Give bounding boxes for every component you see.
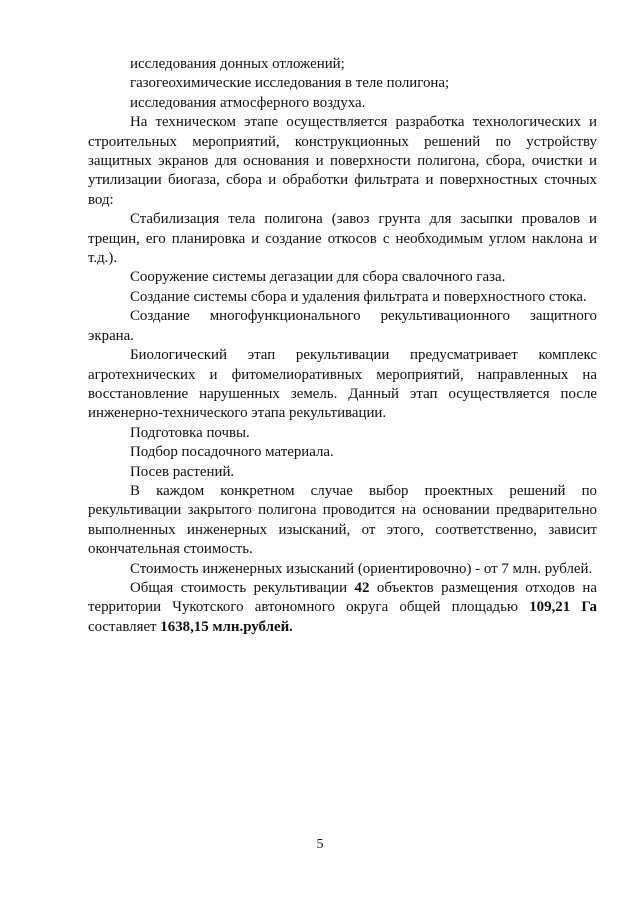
paragraph: газогеохимические исследования в теле полигона; [130,75,450,92]
paragraph: Биологический этап рекультивации предусматривает комплекс агротехнических и фитомелиоративных мероприятий, направленных на восстановление нарушенных земель. Данный этап осуществляется после инженерно-технического этапа рекультивации. [88,347,597,422]
summary-text: объектов размещения отходов на территории Чукотского автономного округа общей площадью [88,579,597,616]
paragraph: Сооружение системы дегазации для сбора свалочного газа. [130,269,506,286]
objects-count: 42 [354,579,370,596]
summary-paragraph [88,579,597,637]
summary-text: составляет [88,618,161,635]
paragraph: Создание системы сбора и удаления фильтрата и поверхностного стока. [130,288,587,305]
total-cost: 1638,15 млн.рублей. [160,618,293,635]
document-body [88,55,597,637]
paragraph: исследования атмосферного воздуха. [130,94,366,111]
total-area: 109,21 Га [529,599,597,616]
paragraph: Стоимость инженерных изысканий (ориентировочно) - от 7 млн. рублей. [130,560,593,577]
paragraph: На техническом этапе осуществляется разработка технологических и строительных мероприятий, конструкционных решений по устройству защитных экранов для основания и поверхности полигона, сбора, очистки и утилизации биогаза, сбора и обработки фильтрата и поверхностных сточных вод: [88,114,597,208]
paragraph: Стабилизация тела полигона (завоз грунта для засыпки провалов и трещин, его планировка и создание откосов с необходимым углом наклона и т.д.). [88,211,597,267]
paragraph: Создание многофункционального рекультивационного защитного экрана. [88,308,597,344]
page-number: 5 [316,837,324,852]
paragraph: В каждом конкретном случае выбор проектных решений по рекультивации закрытого полигона проводится на основании предварительно выполненных инженерных изысканий, от этого, соответственно, зависит окончательная стоимость. [88,482,597,558]
paragraph: Посев растений. [130,463,235,480]
paragraph: исследования донных отложений; [130,56,345,72]
paragraph: Подготовка почвы. [130,424,250,441]
paragraph: Подбор посадочного материала. [130,444,334,461]
summary-text: Общая стоимость рекультивации [130,579,355,596]
